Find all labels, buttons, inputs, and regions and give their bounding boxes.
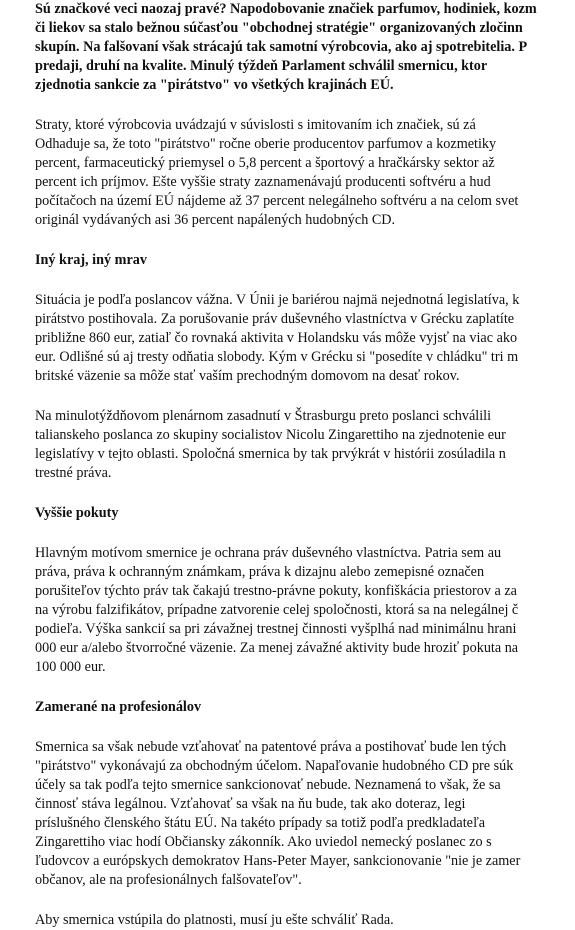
text-line: podieľa. Výška sankcií sa pri závažnej trestnej činnosti vyšplhá nad minimálnu hrani [35,621,517,637]
text-line: na výrobu falzifikátov, prípadne zatvorenie celej spoločnosti, ktorá sa na nelegálnej č [35,602,519,618]
paragraph-gap [35,523,575,544]
text-line: predaji, druhí na kvalite. Minulý týždeň Parlament schválil smernicu, ktor [35,58,488,74]
text-line: pirátstvo postihovala. Za porušovanie práv duševného vlastníctva v Grécku zaplatíte [35,311,515,327]
text-line: 100 000 eur. [35,659,106,675]
text-line: "pirátstvo" vykonávajú za obchodným účelom. Napaľovanie hudobného CD pre súk [35,758,514,774]
paragraph-professionals [35,738,575,890]
text-line: originál vydávaných asi 36 percent napálených hudobných CD. [35,212,396,228]
paragraph-penalties [35,544,575,677]
text-line: účely sa tak podľa tejto smernice sankcionovať nebude. Neznamená to však, že sa [35,777,501,793]
text-line: Hlavným motívom smernice je ochrana práv duševného vlastníctva. Patria sem au [35,545,502,561]
text-line: percent, farmaceutický priemysel o 5,8 percent a športový a hračkársky sektor až [35,155,495,171]
text-line: trestné práva. [35,465,112,481]
text-line: 000 eur a/alebo štvorročné väzenie. Za menej závažné aktivity bude hroziť pokuta na [35,640,519,656]
section-heading: Zamerané na profesionálov [35,699,202,715]
text-line: britské väzenie sa môže stať vaším prechodným domovom na desať rokov. [35,368,460,384]
text-line: počítačoch na území EÚ nájdeme až 37 percent nelegálneho softvéru a na celom svet [35,193,519,209]
text-line: či liekov sa stalo bežnou súčasťou "obchodnej stratégie" organizovaných zločinn [35,20,523,36]
article-column [35,0,575,930]
paragraph-gap [35,717,575,738]
paragraph-losses [35,116,575,230]
text-line: skupín. Na falšovaní však strácajú tak samotní výrobcovia, ako aj spotrebitelia. P [35,39,528,55]
paragraph-gap [35,95,575,116]
section-heading: Iný kraj, iný mrav [35,252,147,268]
paragraph-strasbourg [35,407,575,483]
text-line: zjednotia sankcie za "pirátstvo" vo všetkých krajinách EÚ. [35,77,394,93]
text-line: percent ich príjmov. Ešte vyššie straty zaznamenávajú producenti softvéru a hud [35,174,491,190]
text-line: Sú značkové veci naozaj pravé? Napodobovanie značiek parfumov, hodiniek, kozm [35,1,537,17]
paragraph-gap [35,483,575,504]
text-line: talianskeho poslanca zo skupiny socialistov Nicolu Zingarettiho na zjednotenie eur [35,427,506,443]
text-line: príslušného členského štátu EÚ. Na takéto prípady sa totiž podľa predkladateľa [35,815,486,831]
text-line: Smernica sa však nebude vzťahovať na patentové práva a postihovať bude len tých [35,739,507,755]
text-line: činnosť stáva legálnou. Vzťahovať sa však na ňu bude, tak ako doteraz, legi [35,796,466,812]
section-heading: Vyššie pokuty [35,505,119,521]
text-line: eur. Odlišné sú aj tresty odňatia slobody. Kým v Grécku si "posedíte v chládku" tri m [35,349,519,365]
paragraph-situation [35,291,575,386]
text-line: Zingarettiho viac hodí Občiansky zákonník. Ako uviedol nemecký poslanec zo s [35,834,492,850]
text-line: ľudovcov a európskych demokratov Hans-Peter Mayer, sankcionovanie "nie je zamer [35,853,521,869]
text-line: občanov, ale na profesionálnych falšovateľov". [35,872,302,888]
paragraph-gap [35,677,575,698]
text-line: Odhaduje sa, že toto "pirátstvo" ročne oberie producentov parfumov a kozmetiky [35,136,497,152]
text-line: Straty, ktoré výrobcovia uvádzajú v súvislosti s imitovaním ich značiek, sú zá [35,117,476,133]
text-line: Na minulotýždňovom plenárnom zasadnutí v Štrasburgu preto poslanci schválili [35,408,492,424]
paragraph-council [35,911,575,930]
text-line: legislatívy v tejto oblasti. Spoločná smernica by tak prvýkrát v histórii zosúladila n [35,446,506,462]
text-line: práva, práva k ochranným známkam, práva k dizajnu alebo zemepisné označen [35,564,485,580]
text-line: Situácia je podľa poslancov vážna. V Únii je bariérou najmä nejednotná legislatíva, k [35,292,520,308]
paragraph-gap [35,270,575,291]
text-line: približne 860 eur, zatiaľ čo rovnaká aktivita v Holandsku vás môže vyjsť na viac ako [35,330,518,346]
paragraph-gap [35,890,575,911]
text-line: Aby smernica vstúpila do platnosti, musí ju ešte schváliť Rada. [35,912,394,928]
paragraph-gap [35,230,575,251]
paragraph-gap [35,386,575,407]
text-line: porušiteľov týchto práv tak čakajú trestno-právne pokuty, konfiškácia priestorov a za [35,583,517,599]
intro-paragraph [35,0,575,95]
